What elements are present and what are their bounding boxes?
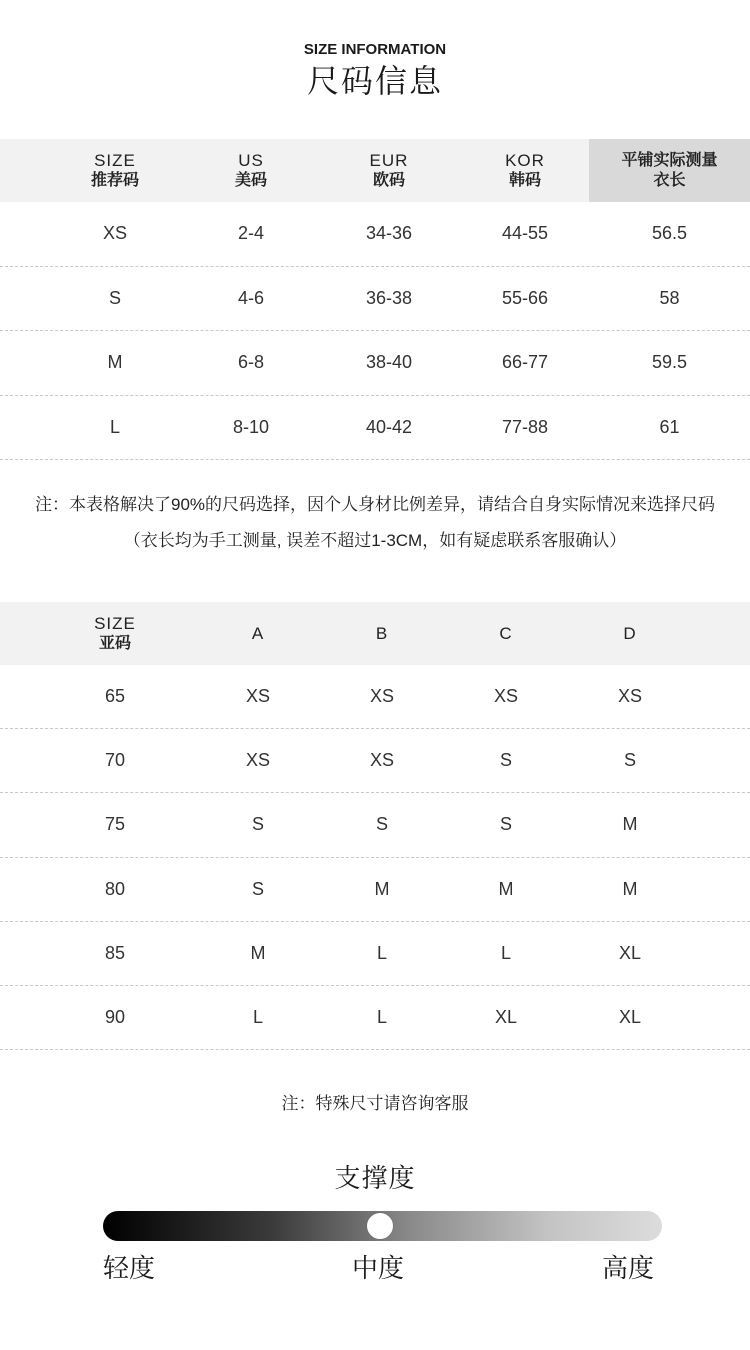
cell-cup-b: XS [369, 686, 394, 707]
table-row [0, 729, 750, 793]
table-row [0, 986, 750, 1050]
cell-cup-a: S [251, 878, 264, 899]
cell-cup-b: L [376, 942, 387, 963]
support-label-low: 轻度 [103, 1253, 156, 1283]
size-note-line1: 注：本表格解决了90%的尺码选择，因个人身材比例差异，请结合自身实际情况来选择尺码 [34, 495, 716, 514]
header-label-zh: 韩码 [508, 171, 541, 189]
cell-cup-d: S [623, 750, 636, 771]
cell-band: 75 [104, 814, 126, 835]
table-row [0, 858, 750, 922]
header-label-en: A [251, 623, 265, 643]
cell-cup-b: S [375, 814, 388, 835]
cell-cup-a: M [250, 942, 266, 963]
cell-cup-a: XS [245, 686, 270, 707]
table-row [0, 202, 750, 267]
cell-band: 65 [104, 686, 126, 707]
cell-kor: 77-88 [501, 416, 549, 437]
special-size-note: 注：特殊尺寸请咨询客服 [281, 1094, 469, 1113]
header-label-en: SIZE [94, 150, 136, 170]
cell-eur: 40-42 [365, 416, 413, 437]
header-label-en: D [623, 623, 637, 643]
support-label-mid: 中度 [352, 1253, 405, 1283]
cup-size-table [0, 602, 750, 1050]
cell-cup-c: XL [494, 1007, 518, 1028]
cell-length: 61 [659, 416, 680, 437]
cell-cup-d: XS [617, 686, 642, 707]
header-label-en: US [238, 150, 264, 170]
cell-cup-c: XS [493, 686, 518, 707]
header-label-en: KOR [505, 150, 545, 170]
size-note-line2: （衣长均为手工测量, 误差不超过1-3CM，如有疑虑联系客服确认） [123, 531, 627, 550]
header-cup-d [570, 602, 690, 665]
header-label-zh: 亚码 [98, 634, 131, 652]
cell-cup-b: XS [369, 750, 394, 771]
header-kor [455, 139, 595, 202]
table-row [0, 665, 750, 729]
header-label-en: EUR [369, 150, 409, 170]
cell-size: XS [102, 223, 127, 244]
cell-length: 56.5 [651, 223, 688, 244]
cell-us: 6-8 [237, 352, 264, 373]
table-header-row [0, 602, 750, 665]
cell-size: L [109, 416, 120, 437]
cell-eur: 38-40 [365, 352, 413, 373]
header-label-zh: 美码 [234, 171, 267, 189]
cell-us: 4-6 [237, 287, 264, 308]
support-level-indicator [367, 1213, 393, 1239]
table-header-row [0, 139, 750, 202]
cell-cup-d: M [622, 878, 638, 899]
header-label-length: 衣长 [653, 171, 686, 189]
cell-band: 85 [104, 942, 126, 963]
header-label-zh: 欧码 [372, 171, 405, 189]
table-row [0, 922, 750, 986]
header-cup-c [446, 602, 566, 665]
cell-band: 80 [104, 878, 126, 899]
cell-band: 70 [104, 750, 126, 771]
cell-cup-a: XS [245, 750, 270, 771]
header-size [55, 602, 175, 665]
cell-length: 58 [659, 287, 680, 308]
cell-us: 8-10 [232, 416, 270, 437]
support-title: 支撑度 [334, 1163, 416, 1193]
cell-cup-c: S [499, 750, 512, 771]
title-en: SIZE INFORMATION [303, 41, 447, 58]
header-label-zh: 推荐码 [90, 171, 139, 189]
table-row [0, 793, 750, 857]
cell-cup-d: XL [618, 942, 642, 963]
cell-cup-a: S [251, 814, 264, 835]
header-eur [318, 139, 460, 202]
cell-kor: 66-77 [501, 352, 549, 373]
cell-cup-b: L [376, 1007, 387, 1028]
page-header [0, 40, 750, 100]
cell-eur: 36-38 [365, 287, 413, 308]
cell-cup-d: M [622, 814, 638, 835]
header-cup-b [322, 602, 442, 665]
table-row [0, 396, 750, 461]
cell-size: M [107, 352, 123, 373]
support-label-high: 高度 [602, 1253, 655, 1283]
cell-eur: 34-36 [365, 223, 413, 244]
header-label-en: B [375, 623, 389, 643]
size-chart-table [0, 139, 750, 460]
size-note [0, 490, 750, 556]
cell-kor: 55-66 [501, 287, 549, 308]
cell-cup-c: L [500, 942, 511, 963]
cell-us: 2-4 [237, 223, 264, 244]
table-row [0, 331, 750, 396]
cell-cup-c: M [498, 878, 514, 899]
cell-cup-d: XL [618, 1007, 642, 1028]
header-label-measure: 平铺实际测量 [621, 151, 718, 169]
support-level-bar [103, 1211, 662, 1241]
header-length [589, 139, 750, 202]
cell-cup-a: L [252, 1007, 263, 1028]
header-label-en: C [499, 623, 513, 643]
cell-length: 59.5 [651, 352, 688, 373]
header-size [40, 139, 190, 202]
header-us [180, 139, 322, 202]
cell-kor: 44-55 [501, 223, 549, 244]
cell-cup-b: M [374, 878, 390, 899]
cell-size: S [108, 287, 121, 308]
header-label-en: SIZE [94, 613, 136, 633]
cell-band: 90 [104, 1007, 126, 1028]
cell-cup-c: S [499, 814, 512, 835]
header-cup-a [198, 602, 318, 665]
title-zh: 尺码信息 [306, 63, 443, 99]
table-row [0, 267, 750, 332]
